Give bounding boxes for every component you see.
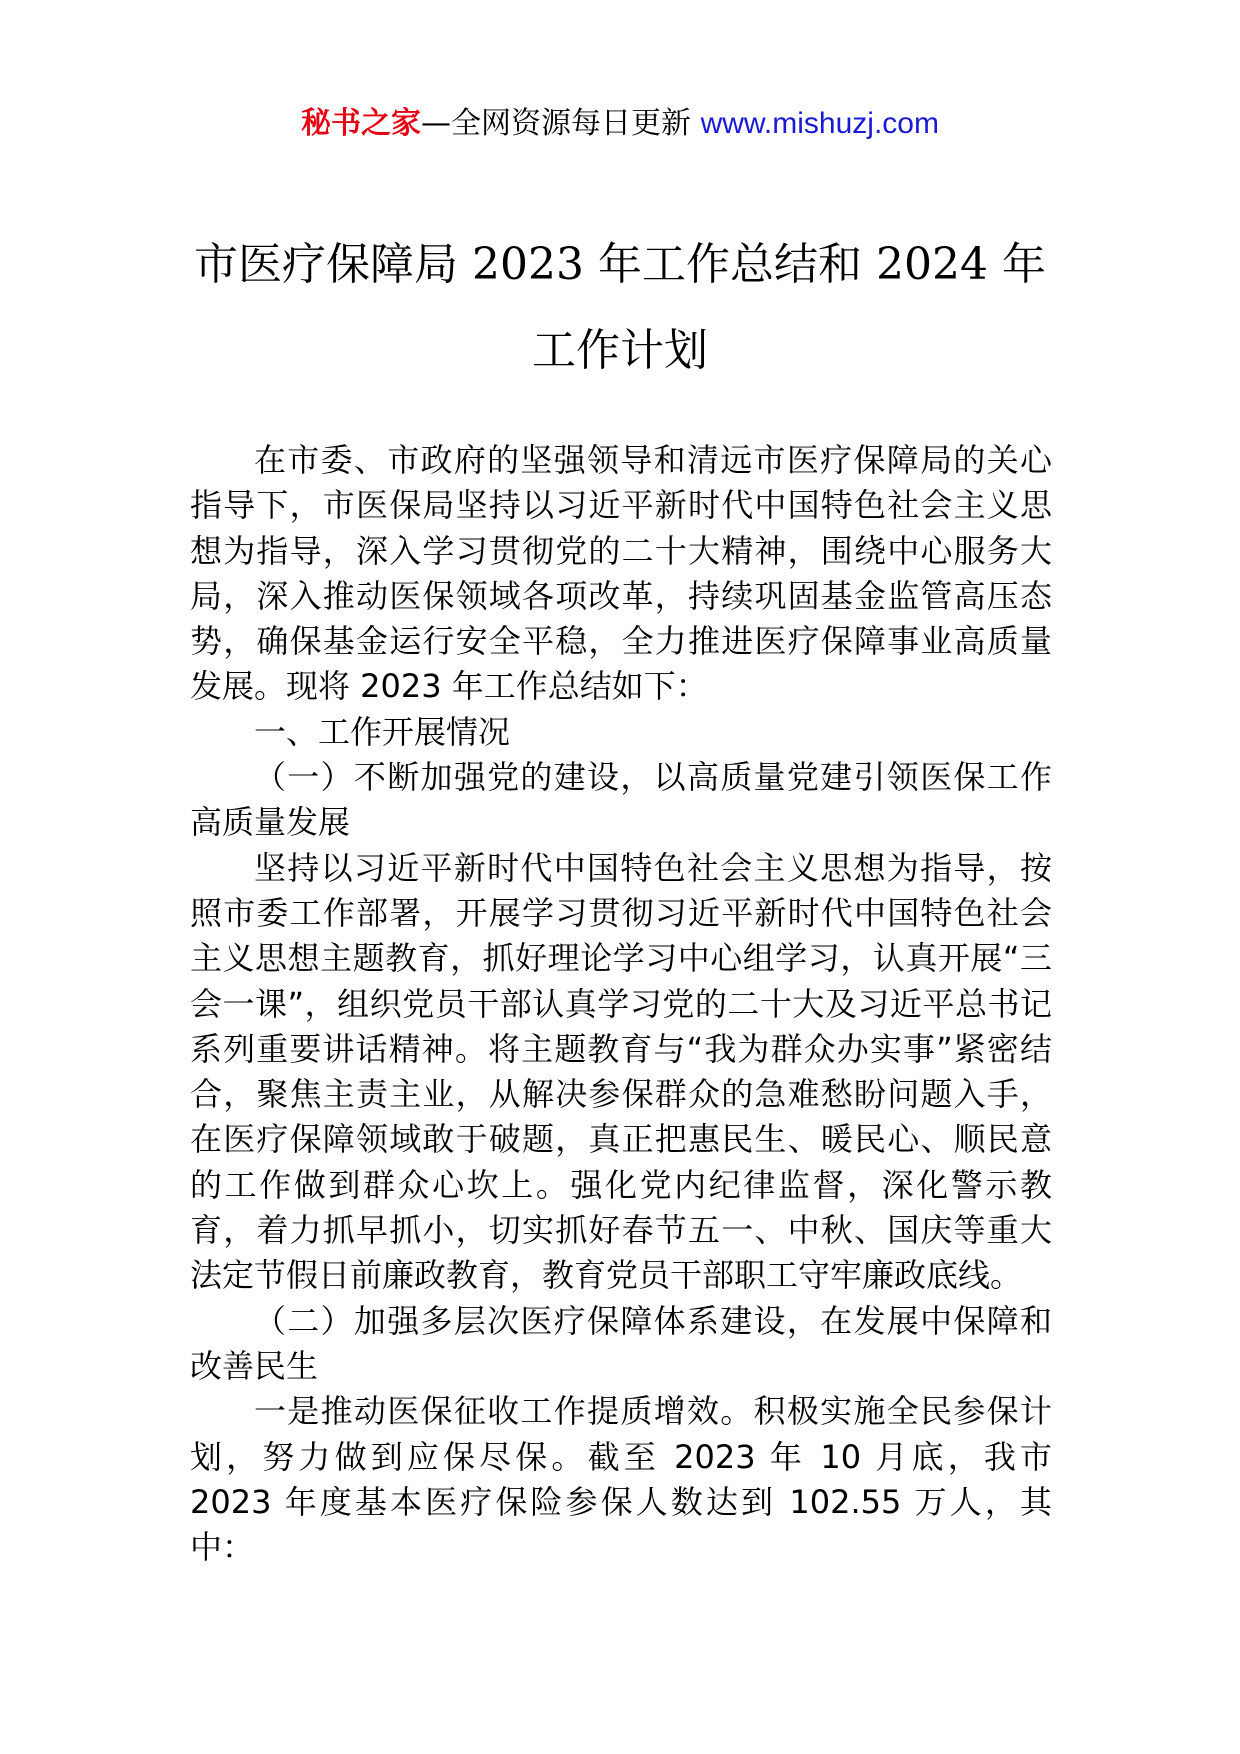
body-paragraph: 一是推动医保征收工作提质增效。积极实施全民参保计划，努力做到应保尽保。截至 2023 年 10 月底，我市 2023 年度基本医疗保险参保人数达到 102.55 万人，其中： xyxy=(190,1392,1052,1567)
website-link[interactable]: www.mishuzj.com xyxy=(700,107,939,140)
document-title: 市医疗保障局 2023 年工作总结和 2024 年工作计划 xyxy=(194,239,1046,376)
page-header xyxy=(0,100,1240,148)
document-body xyxy=(190,438,1052,1570)
subsection-heading-2: （二）加强多层次医疗保障体系建设，在发展中保障和改善民生 xyxy=(190,1301,1052,1385)
body-paragraph: 坚持以习近平新时代中国特色社会主义思想为指导，按照市委工作部署，开展学习贯彻习近平新时代中国特色社会主义思想主题教育，抓好理论学习中心组学习，认真开展“三会一课”，组织党员干部认真学习党的二十大及习近平总书记系列重要讲话精神。将主题教育与“我为群众办实事”紧密结合，聚焦主责主业，从解决参保群众的急难愁盼问题入手，在医疗保障领域敢于破题，真正把惠民生、暖民心、顺民意的工作做到群众心坎上。强化党内纪律监督，深化警示教育，着力抓早抓小，切实抓好春节五一、中秋、国庆等重大法定节假日前廉政教育，教育党员干部职工守牢廉政底线。 xyxy=(190,848,1052,1295)
section-heading-1: 一、工作开展情况 xyxy=(254,712,511,751)
intro-paragraph: 在市委、市政府的坚强领导和清远市医疗保障局的关心指导下，市医保局坚持以习近平新时代中国特色社会主义思想为指导，深入学习贯彻党的二十大精神，围绕中心服务大局，深入推动医保领域各项改革，持续巩固基金监管高压态势，确保基金运行安全平稳，全力推进医疗保障事业高质量发展。现将 2023 年工作总结如下： xyxy=(190,441,1052,706)
header-slogan: —全网资源每日更新 xyxy=(421,106,701,141)
brand-name: 秘书之家 xyxy=(301,106,422,141)
subsection-heading-1: （一）不断加强党的建设，以高质量党建引领医保工作高质量发展 xyxy=(190,758,1052,842)
